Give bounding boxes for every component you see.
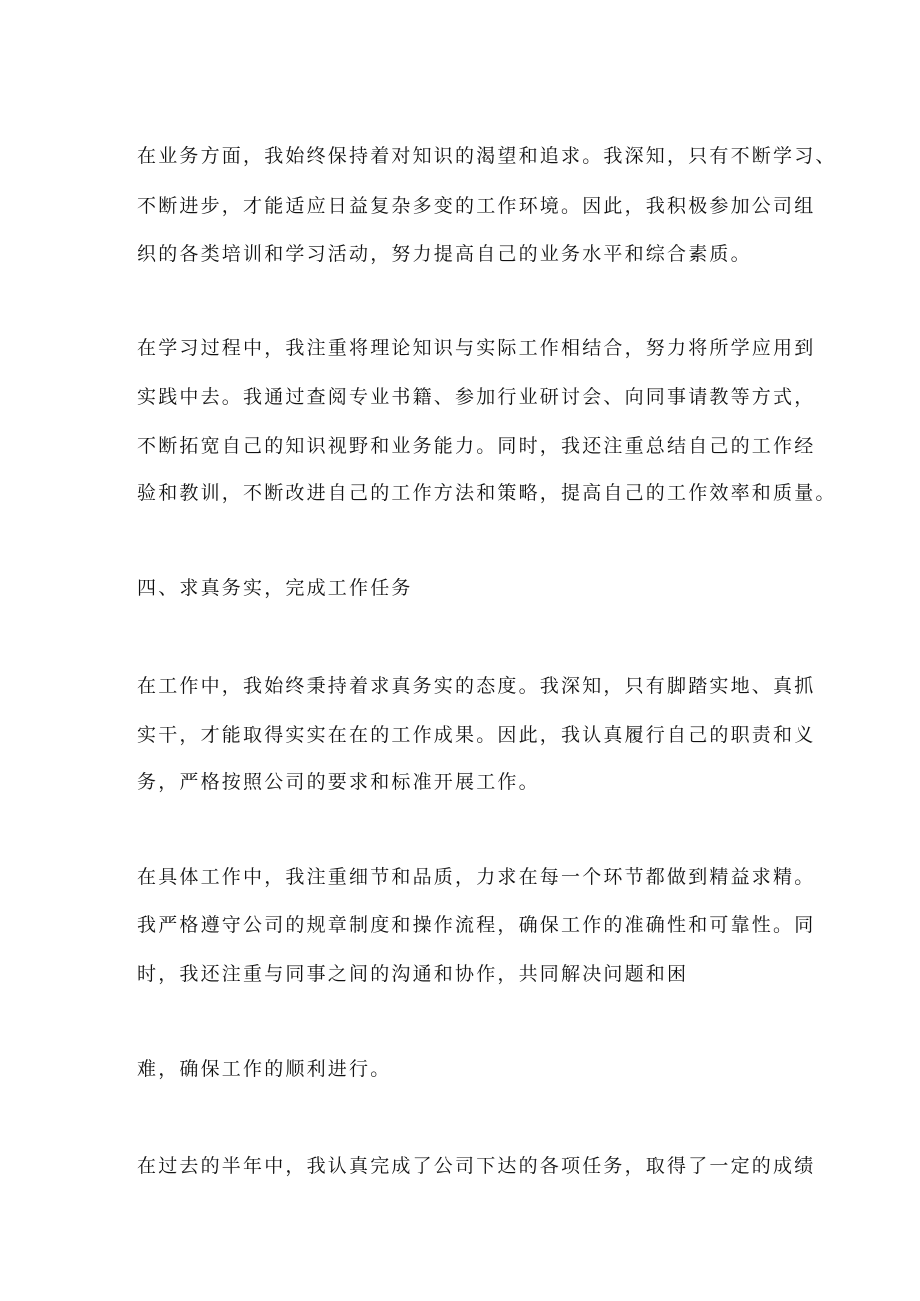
text-line: 不断进步，才能适应日益复杂多变的工作环境。因此，我积极参加公司组 — [137, 195, 816, 217]
text-line: 实践中去。我通过查阅专业书籍、参加行业研讨会、向同事请教等方式， — [137, 386, 816, 408]
text-line: 织的各类培训和学习活动，努力提高自己的业务水平和综合素质。 — [137, 243, 752, 265]
text-line: 验和教训，不断改进自己的工作方法和策略，提高自己的工作效率和质量。 — [137, 482, 837, 504]
text-line: 难，确保工作的顺利进行。 — [137, 1058, 392, 1080]
text-line: 在工作中，我始终秉持着求真务实的态度。我深知，只有脚踏实地、真抓 — [137, 675, 816, 697]
text-line: 在学习过程中，我注重将理论知识与实际工作相结合，努力将所学应用到 — [137, 337, 816, 359]
text-line: 不断拓宽自己的知识视野和业务能力。同时，我还注重总结自己的工作经 — [137, 435, 816, 457]
text-line: 务，严格按照公司的要求和标准开展工作。 — [137, 771, 540, 793]
text-line: 实干，才能取得实实在在的工作成果。因此，我认真履行自己的职责和义 — [137, 724, 816, 746]
text-line: 在具体工作中，我注重细节和品质，力求在每一个环节都做到精益求精。 — [137, 866, 816, 888]
text-line: 在业务方面，我始终保持着对知识的渴望和追求。我深知，只有不断学习、 — [137, 145, 837, 167]
text-line: 在过去的半年中，我认真完成了公司下达的各项任务，取得了一定的成绩 — [137, 1155, 816, 1177]
section-heading: 四、求真务实，完成工作任务 — [137, 577, 413, 599]
text-line: 时，我还注重与同事之间的沟通和协作，共同解决问题和困 — [137, 963, 689, 985]
text-line: 我严格遵守公司的规章制度和操作流程，确保工作的准确性和可靠性。同 — [137, 914, 816, 936]
